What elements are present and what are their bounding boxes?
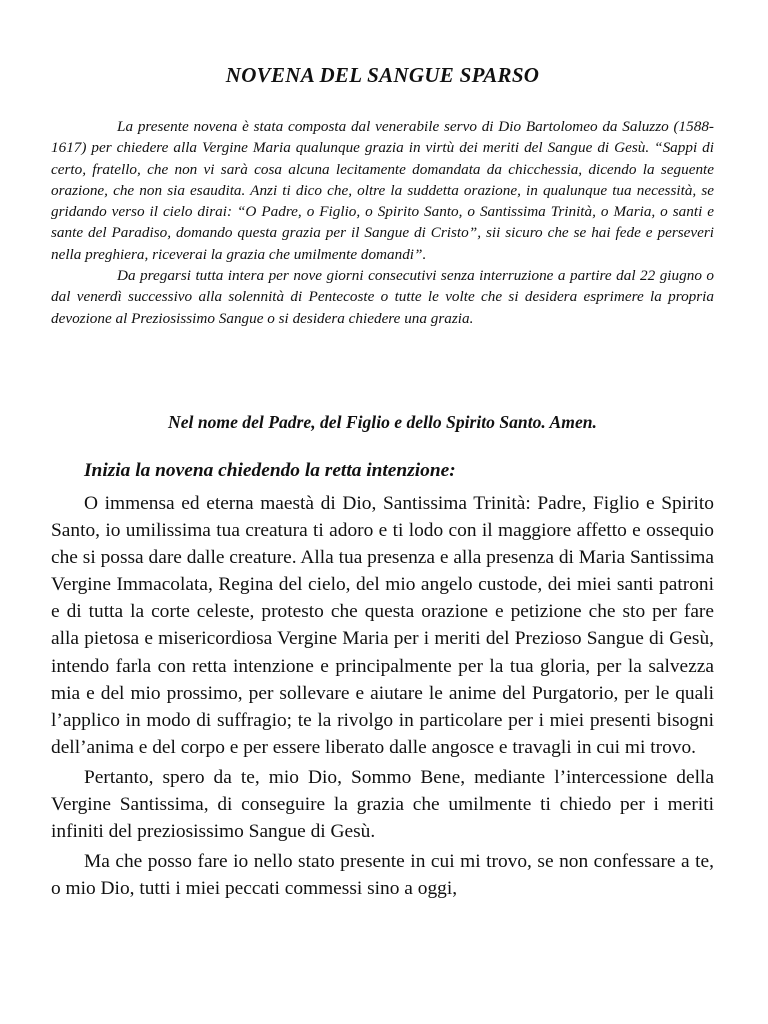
intro-paragraph-2: Da pregarsi tutta intera per nove giorni consecutivi senza interruzione a partire dal 22 giugno o dal venerdì successivo alla solennità di Pentecoste o tutte le volte che si desidera esprimere la propria devozione al Preziosissimo Sangue o si desidera chiedere una grazia. [51, 267, 714, 327]
invocation-heading: Nel nome del Padre, del Figlio e dello Spirito Santo. Amen. [168, 412, 597, 432]
intro-paragraph-1: La presente novena è stata composta dal venerabile servo di Dio Bartolomeo da Saluzzo (1588-1617) per chiedere alla Vergine Maria qualunque grazia in virtù dei meriti del Sangue di Gesù. “Sappi di certo, fratello, che non vi sarà cosa alcuna lecitamente domandata da chicchessia, dicendo la seguente orazione, che non sia esaudita. Anzi ti dico che, oltre la suddetta orazione, in qualunque tua necessità, se gridando verso il cielo dirai: “O Padre, o Figlio, o Spirito Santo, o Santissima Trinità, o Maria, o santi e sante del Paradiso, domando questa grazia per il Sangue di Cristo”, sii sicuro che se hai fede e perseveri nella preghiera, riceverai la grazia che umilmente domandi”. [51, 118, 714, 263]
prayer-body [51, 490, 714, 905]
intro-section [51, 116, 714, 329]
document-title: NOVENA DEL SANGUE SPARSO [225, 63, 540, 87]
prayer-paragraph-3: Ma che posso fare io nello stato presente in cui mi trovo, se non confessare a te, o mio Dio, tutti i miei peccati commessi sino a oggi, [51, 851, 714, 900]
prayer-paragraph-2: Pertanto, spero da te, mio Dio, Sommo Bene, mediante l’intercessione della Vergine Santissima, di conseguire la grazia che umilmente ti chiedo per i meriti infiniti del preziosissimo Sangue di Gesù. [51, 766, 714, 843]
prayer-subheading: Inizia la novena chiedendo la retta intenzione: [84, 460, 456, 481]
prayer-paragraph-1: O immensa ed eterna maestà di Dio, Santissima Trinità: Padre, Figlio e Spirito Santo, io umilissima tua creatura ti adoro e ti lodo con il maggiore affetto e ossequio che si possa dare dalle creature. Alla tua presenza e alla presenza di Maria Santissima Vergine Immacolata, Regina del cielo, del mio angelo custode, dei miei santi patroni e di tutta la corte celeste, protesto che questa orazione e petizione che sto per fare alla pietosa e misericordiosa Vergine Maria per i meriti del Prezioso Sangue di Gesù, intendo farla con retta intenzione e principalmente per la tua gloria, per la salvezza mia e del mio prossimo, per sollevare e aiutare le anime del Purgatorio, per le quali l’applico in modo di suffragio; te la rivolgo in particolare per i miei presenti bisogni dell’anima e del corpo e per essere liberato dalle angosce e travagli in cui mi trovo. [51, 493, 714, 758]
